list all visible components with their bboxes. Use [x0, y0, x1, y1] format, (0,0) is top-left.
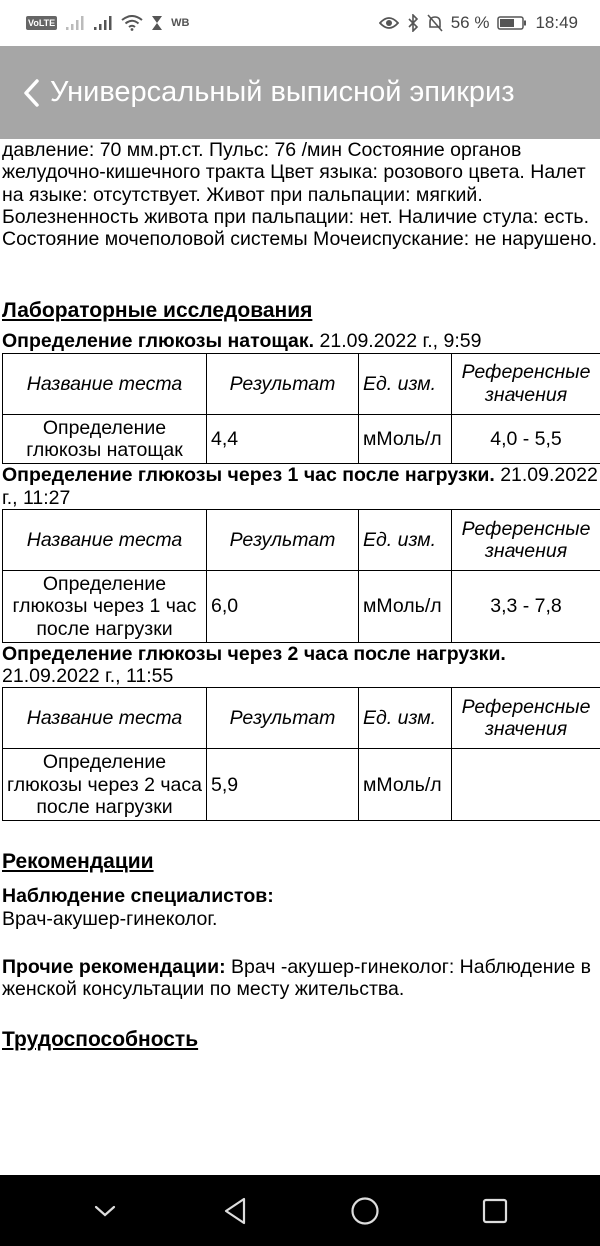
work-capacity-section-title: Трудоспособность	[2, 1027, 199, 1051]
col-header-result: Результат	[207, 353, 359, 414]
col-header-unit: Ед. изм.	[359, 509, 452, 570]
table-header-row	[3, 353, 600, 414]
table-row	[3, 570, 600, 642]
battery-percent: 56 %	[450, 13, 490, 32]
eye-icon	[379, 16, 399, 30]
cell-reference: 3,3 - 7,8	[452, 570, 600, 642]
lab-test-date: 21.09.2022 г., 11:27	[2, 464, 598, 509]
cell-reference	[452, 749, 600, 821]
lab-test-date: 21.09.2022 г., 9:59	[319, 330, 482, 353]
col-header-unit: Ед. изм.	[359, 353, 452, 414]
col-header-reference: Референсные значения	[452, 688, 600, 749]
lab-test-name: Определение глюкозы через 2 часа после нагрузки.	[2, 642, 506, 665]
signal-icon-2	[93, 15, 113, 31]
col-header-test: Название теста	[3, 688, 207, 749]
cell-unit: мМоль/л	[359, 570, 452, 642]
col-header-reference: Референсные значения	[452, 353, 600, 414]
col-header-unit: Ед. изм.	[359, 688, 452, 749]
square-recents-icon	[481, 1197, 509, 1225]
cell-result: 6,0	[207, 570, 359, 642]
volte-badge: VoLTE	[28, 18, 56, 28]
cell-unit: мМоль/л	[359, 749, 452, 821]
col-header-test: Название теста	[3, 509, 207, 570]
nav-collapse-button[interactable]	[75, 1181, 135, 1241]
other-value: Врач -акушер-гинеколог: Наблюдение в женской консультации по месту жительства.	[2, 955, 591, 1001]
mute-bell-icon	[427, 14, 443, 32]
document-scroll-area[interactable]	[0, 139, 600, 1175]
app-bar	[0, 46, 600, 139]
signal-icon	[65, 15, 85, 31]
cell-test: Определение глюкозы через 1 час после нагрузки	[3, 570, 207, 642]
cell-reference: 4,0 - 5,5	[452, 414, 600, 464]
clock: 18:49	[535, 13, 578, 32]
col-header-result: Результат	[207, 509, 359, 570]
nav-home-button[interactable]	[335, 1181, 395, 1241]
cell-result: 5,9	[207, 749, 359, 821]
lab-table	[2, 509, 600, 643]
specialists-label: Наблюдение специалистов:	[2, 885, 274, 908]
intro-paragraph: давление: 70 мм.рт.ст. Пульс: 76 /мин Состояние органов желудочно-кишечного тракта Цвет языка: розового цвета. Налет на языке: отсутствует. Живот при пальпации: мягкий. Болезненность живота при пальпации: нет. Наличие стула: есть. Состояние мочеполовой системы Мочеиспускание: не нарушено.	[2, 139, 598, 251]
cell-test: Определение глюкозы через 2 часа после нагрузки	[3, 749, 207, 821]
col-header-reference: Референсные значения	[452, 509, 600, 570]
other-label: Прочие рекомендации:	[2, 955, 226, 978]
lab-table	[2, 353, 600, 465]
table-row	[3, 414, 600, 464]
chevron-down-icon	[93, 1203, 117, 1219]
nav-recents-button[interactable]	[465, 1181, 525, 1241]
status-left	[26, 15, 190, 31]
table-row	[3, 749, 600, 821]
chevron-left-icon	[22, 78, 40, 108]
system-nav-bar	[0, 1175, 600, 1246]
other-recommendations-block	[2, 956, 598, 1001]
lab-test-heading	[2, 643, 598, 688]
lab-test-name: Определение глюкозы натощак.	[2, 330, 315, 353]
wifi-icon	[121, 15, 143, 31]
cell-test: Определение глюкозы натощак	[3, 414, 207, 464]
table-header-row	[3, 688, 600, 749]
specialists-block	[2, 885, 598, 930]
cell-unit: мМоль/л	[359, 414, 452, 464]
status-bar	[0, 0, 600, 46]
triangle-back-icon	[222, 1196, 248, 1226]
nav-back-button[interactable]	[205, 1181, 265, 1241]
status-right	[379, 13, 578, 33]
specialists-value: Врач-акушер-гинеколог.	[2, 907, 218, 930]
battery-icon	[497, 15, 527, 31]
network-label: WB	[171, 17, 190, 29]
col-header-result: Результат	[207, 688, 359, 749]
back-button[interactable]	[22, 73, 48, 113]
col-header-test: Название теста	[3, 353, 207, 414]
lab-test-heading	[2, 464, 598, 509]
cell-result: 4,4	[207, 414, 359, 464]
lab-test-heading	[2, 330, 598, 352]
labs-section-title: Лабораторные исследования	[2, 299, 313, 323]
bluetooth-icon	[407, 14, 419, 32]
lab-table	[2, 687, 600, 821]
table-header-row	[3, 509, 600, 570]
page-title: Универсальный выписной эпикриз	[50, 76, 515, 108]
lab-test-date: 21.09.2022 г., 11:55	[2, 665, 174, 688]
circle-home-icon	[350, 1196, 380, 1226]
hourglass-icon	[151, 15, 163, 31]
lab-test-name: Определение глюкозы через 1 час после нагрузки.	[2, 464, 495, 487]
recommendations-section-title: Рекомендации	[2, 850, 154, 874]
